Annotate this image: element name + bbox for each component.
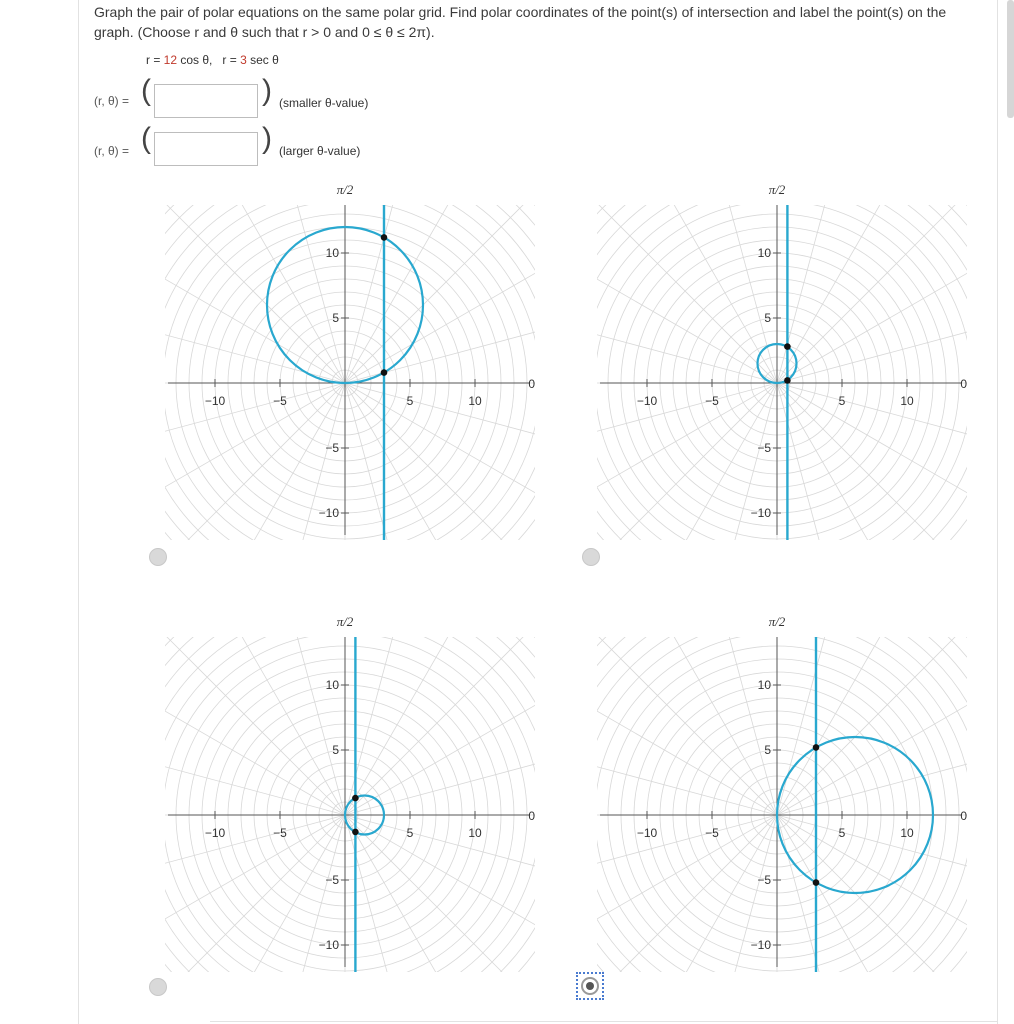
grid-ray — [267, 180, 345, 383]
y-tick-label: −5 — [325, 873, 339, 887]
grid-ray — [160, 383, 345, 533]
grid-ray — [160, 737, 345, 815]
grid-ray — [592, 383, 777, 540]
radio-option-c[interactable] — [149, 978, 167, 996]
grid-ray — [777, 815, 972, 893]
polar-grid — [160, 612, 540, 972]
y-tick-label: −10 — [750, 938, 771, 952]
intersection-point — [813, 744, 820, 751]
radio-option-d[interactable] — [581, 977, 599, 995]
y-tick-label: 5 — [764, 743, 771, 757]
graph-option-b — [592, 180, 972, 540]
angle-label-zero: 0 — [528, 809, 535, 823]
eq1-prefix: r = — [146, 53, 164, 67]
x-tick-label: 5 — [406, 826, 414, 840]
angle-label-zero: 0 — [960, 377, 967, 391]
grid-ray — [777, 815, 972, 972]
graph-option-d — [592, 612, 972, 972]
polar-grid-svg — [160, 180, 540, 540]
grid-ray — [777, 612, 972, 815]
angle-label-zero: 0 — [960, 809, 967, 823]
grid-ray — [592, 180, 777, 383]
eq2-suffix: sec θ — [246, 53, 279, 67]
y-tick-label: 10 — [325, 246, 339, 260]
grid-ray — [592, 612, 777, 815]
intersection-point — [352, 795, 359, 802]
grid-ray — [160, 612, 345, 815]
grid-ray — [592, 383, 777, 533]
grid-ray — [592, 815, 777, 965]
x-tick-label: 10 — [900, 394, 914, 408]
intersection-point — [813, 879, 820, 886]
grid-ray — [160, 383, 345, 461]
grid-ray — [160, 383, 345, 540]
grid-ray — [592, 383, 777, 461]
grid-ray — [160, 665, 345, 815]
x-tick-label: 10 — [900, 826, 914, 840]
grid-ray — [345, 815, 540, 893]
answer-label: (r, θ) = — [94, 144, 130, 158]
open-paren: ( — [141, 122, 151, 155]
y-tick-label: −5 — [757, 873, 771, 887]
grid-ray — [777, 383, 972, 461]
grid-ray — [592, 665, 777, 815]
bottom-border — [210, 1021, 998, 1022]
graph-option-c — [160, 612, 540, 972]
intersection-point — [381, 234, 388, 241]
answer-hint: (larger θ-value) — [279, 144, 361, 158]
grid-ray — [345, 383, 540, 461]
polar-grid-svg — [592, 612, 972, 972]
x-tick-label: −5 — [705, 826, 719, 840]
y-tick-label: 5 — [764, 311, 771, 325]
intersection-point — [381, 369, 388, 376]
eq2-prefix: r = — [222, 53, 241, 67]
intersection-point — [784, 343, 791, 350]
graph-option-a — [160, 180, 540, 540]
open-paren: ( — [141, 74, 151, 107]
grid-ray — [345, 815, 540, 972]
grid-ray — [345, 612, 540, 815]
x-tick-label: 10 — [468, 826, 482, 840]
grid-ray — [160, 305, 345, 383]
eq2-coefficient: 3 — [240, 53, 247, 67]
grid-ray — [777, 305, 972, 383]
eq1-coefficient: 12 — [163, 53, 178, 67]
grid-ray — [777, 737, 972, 815]
answer-input-larger-theta[interactable] — [154, 132, 258, 166]
x-tick-label: −10 — [204, 826, 226, 840]
angle-label-pi-over-2: π/2 — [336, 614, 354, 629]
x-tick-label: 5 — [838, 394, 846, 408]
x-tick-label: −5 — [705, 394, 719, 408]
grid-ray — [160, 815, 345, 893]
y-tick-label: 5 — [332, 743, 339, 757]
equations — [146, 53, 279, 67]
angle-label-pi-over-2: π/2 — [768, 182, 786, 197]
grid-ray — [160, 233, 345, 383]
grid-ray — [592, 815, 777, 893]
radio-option-a[interactable] — [149, 548, 167, 566]
grid-ray — [160, 815, 345, 965]
y-tick-label: 10 — [757, 678, 771, 692]
x-tick-label: 10 — [468, 394, 482, 408]
intersection-point — [784, 377, 791, 384]
polar-grid-svg — [592, 180, 972, 540]
grid-ray — [592, 815, 777, 972]
y-tick-label: −10 — [750, 506, 771, 520]
grid-ray — [160, 180, 345, 383]
grid-ray — [777, 180, 972, 383]
question-text: Graph the pair of polar equations on the same polar grid. Find polar coordinates of the point(s) of intersection and label the point(s) on the graph. (Choose r and θ such that r > 0 and 0 ≤ θ ≤ 2π). — [94, 4, 947, 40]
angle-label-pi-over-2: π/2 — [336, 182, 354, 197]
grid-ray — [267, 612, 345, 815]
close-paren: ) — [262, 122, 272, 155]
grid-ray — [699, 180, 777, 383]
grid-ray — [345, 305, 540, 383]
x-tick-label: −10 — [204, 394, 226, 408]
x-tick-label: −5 — [273, 394, 287, 408]
answer-hint: (smaller θ-value) — [279, 96, 369, 110]
polar-grid-svg — [160, 612, 540, 972]
grid-ray — [592, 305, 777, 383]
y-tick-label: −5 — [757, 441, 771, 455]
grid-ray — [345, 737, 540, 815]
scrollbar[interactable] — [1007, 0, 1014, 118]
grid-ray — [777, 383, 972, 540]
y-tick-label: −10 — [318, 506, 339, 520]
x-tick-label: −5 — [273, 826, 287, 840]
grid-ray — [345, 612, 423, 815]
y-tick-label: −5 — [325, 441, 339, 455]
intersection-point — [352, 829, 359, 836]
x-tick-label: −10 — [636, 826, 658, 840]
polar-grid — [160, 180, 540, 540]
angle-label-zero: 0 — [528, 377, 535, 391]
radio-option-b[interactable] — [582, 548, 600, 566]
x-tick-label: 5 — [838, 826, 846, 840]
grid-ray — [699, 612, 777, 815]
angle-label-pi-over-2: π/2 — [768, 614, 786, 629]
x-tick-label: 5 — [406, 394, 414, 408]
y-tick-label: 5 — [332, 311, 339, 325]
grid-ray — [592, 737, 777, 815]
grid-ray — [345, 383, 540, 540]
grid-ray — [160, 815, 345, 972]
polar-grid — [592, 180, 972, 540]
right-border — [997, 0, 998, 1024]
grid-ray — [777, 180, 855, 383]
y-tick-label: 10 — [757, 246, 771, 260]
grid-ray — [345, 180, 540, 383]
polar-grid — [592, 612, 972, 972]
answer-input-smaller-theta[interactable] — [154, 84, 258, 118]
x-tick-label: −10 — [636, 394, 658, 408]
close-paren: ) — [262, 74, 272, 107]
y-tick-label: −10 — [318, 938, 339, 952]
y-tick-label: 10 — [325, 678, 339, 692]
grid-ray — [592, 233, 777, 383]
eq1-suffix: cos θ, — [177, 53, 213, 67]
answer-label: (r, θ) = — [94, 94, 130, 108]
left-border — [78, 0, 79, 1024]
